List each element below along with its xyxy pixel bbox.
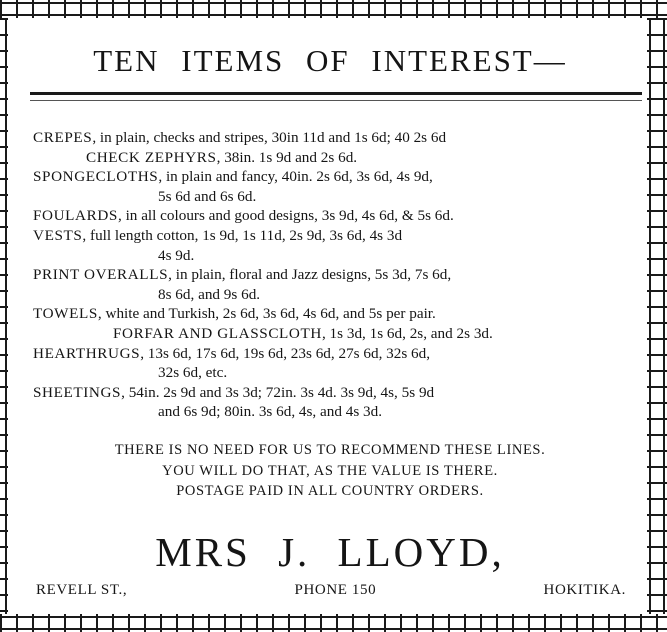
item-foulards [28,206,638,226]
item-detail: 5s 6d and 6s 6d. [158,187,257,205]
item-name: HEARTHRUGS [33,344,141,362]
item-name: SHEETINGS [33,383,122,401]
headline-rule-thick [30,92,642,95]
street-address: REVELL ST., [36,582,128,598]
item-detail: 8s 6d, and 9s 6d. [158,285,261,303]
ornamental-border-bottom [0,614,667,632]
item-print-overalls-continued [28,285,638,305]
item-name: FOULARDS [33,207,118,225]
item-detail: , full length cotton, 1s 9d, 1s 11d, 2s 9d, 3s 6d, 4s 3d [82,226,403,244]
item-vests [28,226,638,246]
item-detail: , 38in. 1s 9d and 2s 6d. [216,148,358,166]
item-detail: , in plain, floral and Jazz designs, 5s 3d, 7s 6d, [168,266,452,284]
item-spongecloths-continued [28,187,638,207]
item-list [28,128,638,422]
headline-rule-thin [30,100,642,101]
item-detail: 4s 9d. [158,246,195,264]
item-hearthrugs [28,344,638,364]
item-sheetings-continued [28,402,638,422]
ornamental-border-top [0,0,667,18]
town-name: HOKITIKA. [543,582,626,598]
ornamental-border-left [0,18,8,614]
item-detail: , in plain, checks and stripes, 30in 11d and 1s 6d; 40 2s 6d [92,129,447,146]
ornamental-border-right [647,18,667,614]
item-towels [28,304,638,324]
closing-line: POSTAGE PAID IN ALL COUNTRY ORDERS. [176,483,484,499]
item-spongecloths [28,167,638,187]
item-hearthrugs-continued [28,363,638,383]
item-detail: , 1s 3d, 1s 6d, 2s, and 2s 3d. [321,324,493,342]
item-detail: , in all colours and good designs, 3s 9d, 4s 6d, & 5s 6d. [117,207,454,225]
item-print-overalls [28,265,638,285]
item-name: CHECK ZEPHYRS [86,148,217,166]
item-name: SPONGECLOTHS [33,168,159,186]
item-detail: , 13s 6d, 17s 6d, 19s 6d, 23s 6d, 27s 6d, 32s 6d, [140,344,431,362]
item-detail: 32s 6d, etc. [158,364,228,382]
item-vests-continued [28,246,638,266]
item-name: FORFAR AND GLASSCLOTH [113,324,322,342]
item-text [33,128,446,148]
item-sheetings [28,383,638,403]
item-name: TOWELS [33,305,98,323]
item-check-zephyrs [28,148,638,168]
item-crepes [28,128,638,148]
advertiser-name: MRS J. LLOYD, [155,529,505,575]
phone-number: PHONE 150 [294,582,377,598]
closing-line: THERE IS NO NEED FOR US TO RECOMMEND THESE LINES. [114,442,546,458]
item-name: CREPES [33,129,93,146]
item-name: PRINT OVERALLS [33,266,169,284]
advertiser-footer [36,582,626,599]
closing-line: YOU WILL DO THAT, AS THE VALUE IS THERE. [162,462,498,479]
item-detail: , white and Turkish, 2s 6d, 3s 6d, 4s 6d, and 5s per pair. [97,305,436,323]
item-detail: , 54in. 2s 9d and 3s 3d; 72in. 3s 4d. 3s 9d, 4s, 5s 9d [121,383,435,401]
item-forfar-glasscloth [28,324,638,344]
item-detail: and 6s 9d; 80in. 3s 6d, 4s, and 4s 3d. [158,403,383,421]
item-name: VESTS [33,226,83,244]
advert-headline: TEN ITEMS OF INTEREST— [93,43,567,78]
item-detail: , in plain and fancy, 40in. 2s 6d, 3s 6d, 4s 9d, [158,168,433,186]
closing-remarks [20,440,640,502]
